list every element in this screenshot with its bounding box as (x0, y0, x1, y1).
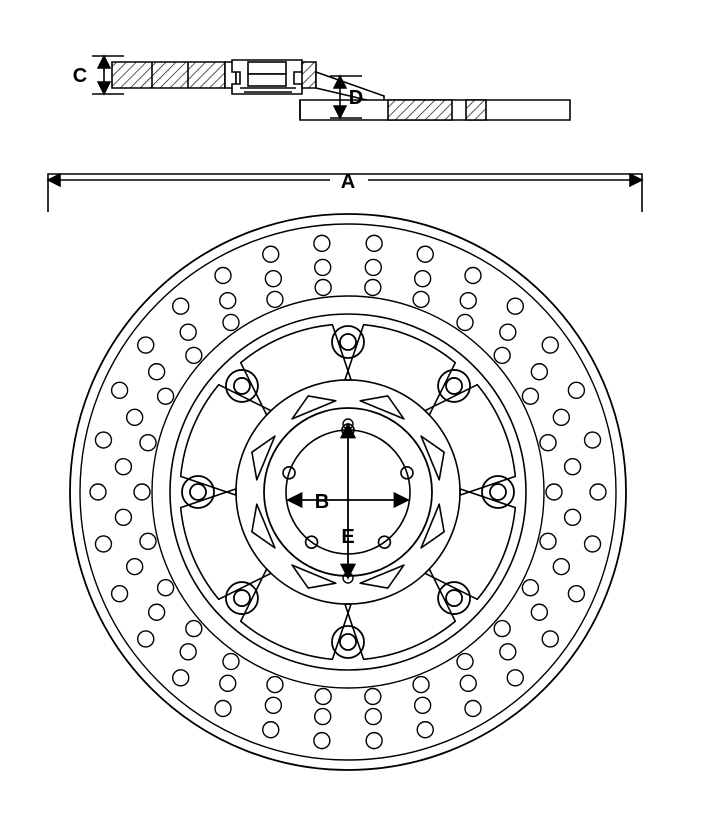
section-left-braking-band (112, 62, 225, 88)
dimension-label-d: D (348, 87, 364, 109)
section-center-hub (232, 60, 302, 94)
dimension-label-a: A (340, 171, 356, 193)
dimension-label-b: B (314, 491, 330, 513)
dimension-label-c: C (72, 65, 88, 87)
dimension-label-e: E (341, 526, 355, 548)
